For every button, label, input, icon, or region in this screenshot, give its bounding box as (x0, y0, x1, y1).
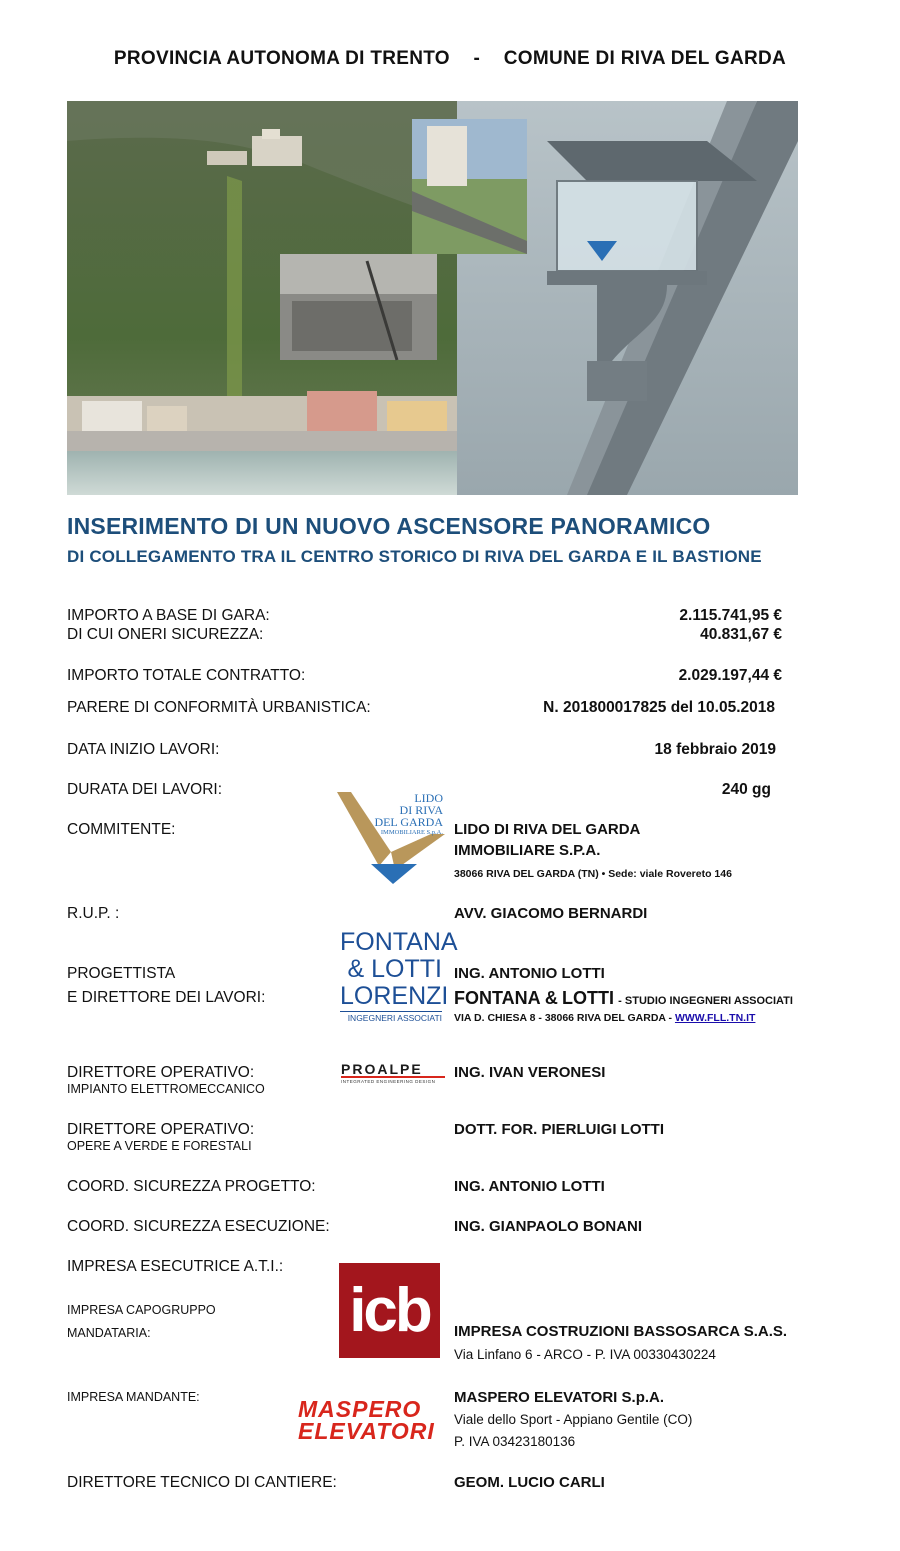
progettista-value: ING. ANTONIO LOTTI (454, 965, 605, 982)
rup-value: AVV. GIACOMO BERNARDI (454, 905, 648, 922)
progettista-label-1: PROGETTISTA (67, 965, 176, 982)
coord-esecuzione-label: COORD. SICUREZZA ESECUZIONE: (67, 1218, 330, 1235)
committente-address: 38066 RIVA DEL GARDA (TN) • Sede: viale Rovereto 146 (454, 868, 732, 880)
committente-label: COMMITENTE: (67, 821, 176, 838)
durata-label: DURATA DEI LAVORI: (67, 781, 223, 798)
mandante-label: IMPRESA MANDANTE: (67, 1390, 200, 1404)
icb-name: IMPRESA COSTRUZIONI BASSOSARCA S.A.S. (454, 1323, 788, 1340)
header-municipality: COMUNE DI RIVA DEL GARDA (503, 48, 787, 69)
committente-name-2: IMMOBILIARE S.P.A. (454, 842, 601, 859)
dir-op2-sub: OPERE A VERDE E FORESTALI (67, 1139, 252, 1153)
progettista-address-text: VIA D. CHIESA 8 - 38066 RIVA DEL GARDA - (454, 1012, 673, 1024)
dir-op2-value: DOTT. FOR. PIERLUIGI LOTTI (454, 1121, 664, 1138)
hero-collage-image (67, 101, 798, 495)
data-inizio-value: 18 febbraio 2019 (654, 741, 776, 758)
fll-logo-line2: & LOTTI (347, 955, 442, 983)
firm-amp: & (544, 988, 558, 1008)
fll-logo-line3: LORENZI (340, 982, 449, 1010)
parere-label: PARERE DI CONFORMITÀ URBANISTICA: (67, 699, 371, 716)
lido-logo-line3: DEL GARDA (374, 815, 443, 829)
proalpe-logo-text (341, 1062, 445, 1076)
importo-label: IMPORTO A BASE DI GARA: (67, 607, 270, 624)
firm-name-b: LOTTI (562, 988, 614, 1008)
header-separator: - (473, 48, 481, 69)
document-header (0, 48, 900, 70)
direttore-tecnico-value: GEOM. LUCIO CARLI (454, 1474, 605, 1491)
lido-logo-line1: LIDO (414, 791, 443, 805)
fll-logo (340, 927, 458, 1029)
direttore-tecnico-label: DIRETTORE TECNICO DI CANTIERE: (67, 1474, 337, 1491)
fll-logo-line1: FONTANA (340, 928, 458, 956)
progettista-firm (454, 988, 793, 1009)
document-title: INSERIMENTO DI UN NUOVO ASCENSORE PANORAMICO (67, 513, 711, 539)
totale-value: 2.029.197,44 € (678, 667, 782, 684)
document-subtitle: DI COLLEGAMENTO TRA IL CENTRO STORICO DI RIVA DEL GARDA E IL BASTIONE (67, 547, 762, 566)
dir-op1-value: ING. IVAN VERONESI (454, 1064, 606, 1081)
maspero-name: MASPERO ELEVATORI S.p.A. (454, 1389, 665, 1406)
impresa-capo-label-1: IMPRESA CAPOGRUPPO (67, 1303, 216, 1317)
maspero-logo-line2: ELEVATORI (298, 1418, 435, 1444)
oneri-label: DI CUI ONERI SICUREZZA: (67, 626, 264, 643)
coord-progetto-label: COORD. SICUREZZA PROGETTO: (67, 1178, 316, 1195)
proalpe-logo (341, 1062, 445, 1085)
icb-address: Via Linfano 6 - ARCO - P. IVA 00330430224 (454, 1347, 716, 1362)
totale-label: IMPORTO TOTALE CONTRATTO: (67, 667, 306, 684)
dir-op1-label: DIRETTORE OPERATIVO: (67, 1064, 255, 1081)
progettista-website-link[interactable]: WWW.FLL.TN.IT (674, 1012, 756, 1024)
maspero-address: Viale dello Sport - Appiano Gentile (CO) (454, 1412, 693, 1427)
firm-descr: - STUDIO INGEGNERI ASSOCIATI (618, 995, 793, 1007)
impresa-label: IMPRESA ESECUTRICE A.T.I.: (67, 1258, 284, 1275)
rup-label: R.U.P. : (67, 905, 120, 922)
progettista-label-2: E DIRETTORE DEI LAVORI: (67, 989, 266, 1006)
maspero-piva: P. IVA 03423180136 (454, 1434, 576, 1449)
dir-op2-label: DIRETTORE OPERATIVO: (67, 1121, 255, 1138)
oneri-value: 40.831,67 € (700, 626, 782, 643)
progettista-address (454, 1012, 755, 1024)
lido-logo (337, 792, 445, 896)
lido-logo-line4: IMMOBILIARE S.p.A. (380, 829, 443, 836)
lido-logo-line2: DI RIVA (399, 803, 443, 817)
dir-op1-sub: IMPIANTO ELETTROMECCANICO (67, 1082, 265, 1096)
proalpe-logo-sub: INTEGRATED ENGINEERING DESIGN (341, 1076, 445, 1085)
icb-logo: icb (339, 1263, 440, 1358)
header-province: PROVINCIA AUTONOMA DI TRENTO (113, 48, 450, 69)
importo-value: 2.115.741,95 € (679, 607, 782, 624)
proalpe-logo-name: PROALPE (341, 1061, 423, 1077)
coord-progetto-value: ING. ANTONIO LOTTI (454, 1178, 605, 1195)
fll-logo-line4: INGEGNERI ASSOCIATI (340, 1011, 442, 1024)
durata-value: 240 gg (721, 781, 771, 798)
data-inizio-label: DATA INIZIO LAVORI: (67, 741, 220, 758)
maspero-logo (298, 1398, 443, 1442)
maspero-logo-line1: MASPERO (298, 1396, 422, 1422)
firm-name-a: FONTANA (454, 988, 541, 1008)
parere-value: N. 201800017825 del 10.05.2018 (543, 699, 775, 716)
impresa-capo-label-2: MANDATARIA: (67, 1326, 151, 1340)
coord-esecuzione-value: ING. GIANPAOLO BONANI (454, 1218, 643, 1235)
committente-name-1: LIDO DI RIVA DEL GARDA (454, 821, 641, 838)
